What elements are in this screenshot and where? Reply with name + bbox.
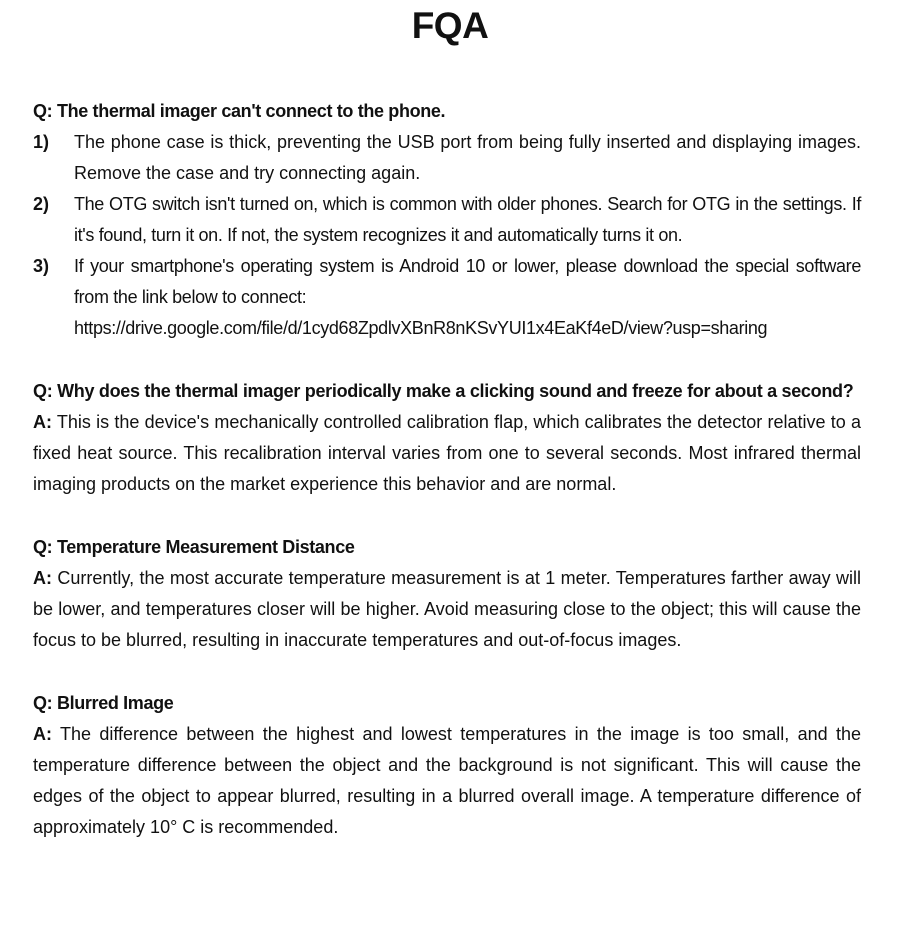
faq-section-clicking-sound [33, 376, 861, 500]
faq-content [33, 96, 861, 875]
answer-text: This is the device's mechanically controlled calibration flap, which calibrates the detector relative to a fixed heat source. This recalibration interval varies from one to several seconds. Most infrared thermal imaging products on the market experience this behavior and are normal. [33, 412, 861, 494]
answer-text: Currently, the most accurate temperature measurement is at 1 meter. Temperatures farther away will be lower, and temperatures closer will be higher. Avoid measuring close to the object; this will cause the focus to be blurred, resulting in inaccurate temperatures and out-of-focus images. [33, 568, 861, 650]
faq-question: Q: The thermal imager can't connect to the phone. [33, 101, 446, 121]
list-item [33, 189, 861, 251]
list-text: The phone case is thick, preventing the USB port from being fully inserted and displaying images. Remove the case and try connecting again. [74, 132, 861, 183]
faq-answer [33, 719, 861, 843]
faq-answer [33, 563, 861, 656]
answer-label: A: [33, 412, 52, 432]
answer-label: A: [33, 724, 52, 744]
faq-question: Q: Temperature Measurement Distance [33, 537, 355, 557]
list-item [33, 127, 861, 189]
list-number: 3) [33, 256, 50, 276]
faq-answer [33, 407, 861, 500]
faq-section-connection [33, 96, 861, 344]
troubleshooting-list [33, 127, 861, 344]
page-title: FQA [411, 5, 489, 46]
answer-text: The difference between the highest and lowest temperatures in the image is too small, and the temperature difference between the object and the background is not significant. This will cause the edges of the object to appear blurred, resulting in a blurred overall image. A temperature difference of approximately 10° C is recommended. [33, 724, 861, 837]
list-text: If your smartphone's operating system is Android 10 or lower, please download the special software from the link below to connect: [74, 256, 861, 307]
faq-section-blurred-image [33, 688, 861, 843]
faq-question: Q: Why does the thermal imager periodically make a clicking sound and freeze for about a second? [33, 381, 854, 401]
list-item [33, 251, 861, 344]
list-number: 2) [33, 194, 50, 214]
answer-label: A: [33, 568, 52, 588]
faq-question: Q: Blurred Image [33, 693, 174, 713]
software-download-link[interactable]: https://drive.google.com/file/d/1cyd68ZpdlvXBnR8nKSvYUI1x4EaKf4eD/view?usp=sharing [74, 318, 768, 338]
faq-section-measurement-distance [33, 532, 861, 656]
list-number: 1) [33, 132, 50, 152]
list-text: The OTG switch isn't turned on, which is common with older phones. Search for OTG in the settings. If it's found, turn it on. If not, the system recognizes it and automatically turns it on. [74, 194, 861, 245]
